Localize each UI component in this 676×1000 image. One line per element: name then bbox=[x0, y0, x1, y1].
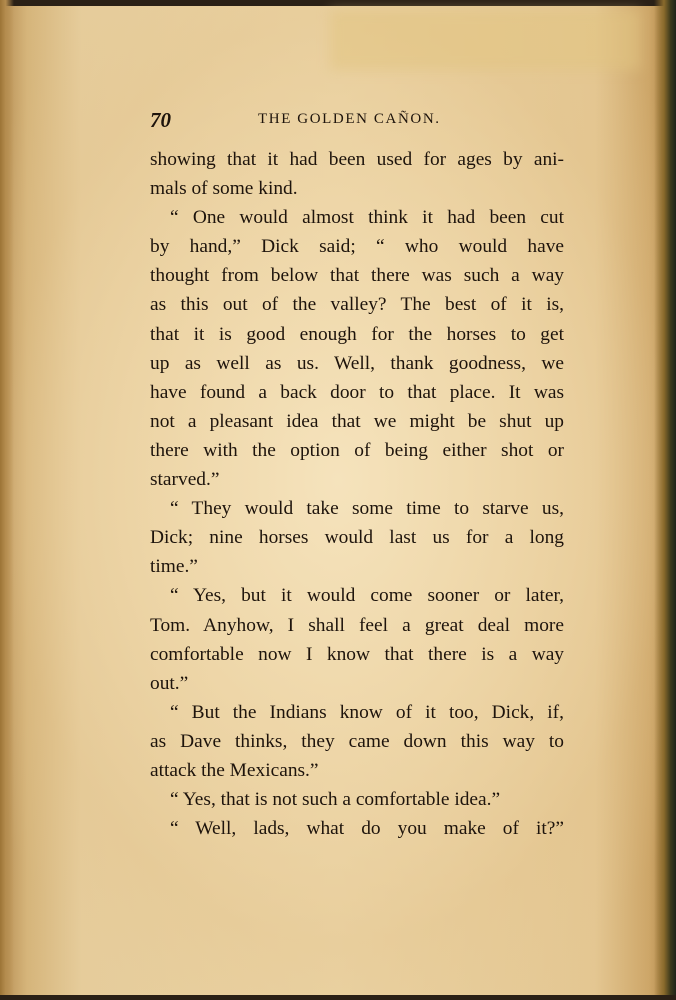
text-line: “ Yes, that is not such a comfortable idea.” bbox=[170, 789, 501, 811]
text-line: that it is good enough for the horses to get bbox=[150, 323, 564, 345]
text-line: as Dave thinks, they came down this way to bbox=[150, 730, 564, 752]
text-line: starved.” bbox=[150, 469, 220, 491]
book-title: THE GOLDEN CAÑON. bbox=[258, 111, 441, 127]
page-right-edge bbox=[654, 0, 676, 1000]
text-line: thought from below that there was such a way bbox=[150, 265, 564, 287]
page-left-edge bbox=[0, 0, 14, 1000]
text-line: attack the Mexicans.” bbox=[150, 759, 319, 781]
text-line: not a pleasant idea that we might be shut up bbox=[150, 410, 564, 432]
text-line: Tom. Anyhow, I shall feel a great deal more bbox=[150, 614, 564, 636]
text-line: there with the option of being either shot or bbox=[150, 439, 564, 461]
text-line: “ One would almost think it had been cut bbox=[170, 207, 564, 229]
text-line: showing that it had been used for ages by ani- bbox=[150, 149, 564, 170]
paper-stain bbox=[330, 10, 640, 70]
text-line: time.” bbox=[150, 556, 198, 578]
text-line: “ But the Indians know of it too, Dick, if, bbox=[170, 701, 564, 723]
text-line: comfortable now I know that there is a way bbox=[150, 643, 564, 665]
text-line: Dick; nine horses would last us for a long bbox=[150, 527, 564, 549]
page-bottom-edge bbox=[0, 995, 676, 1000]
body-text bbox=[150, 145, 564, 843]
text-line: up as well as us. Well, thank goodness, we bbox=[150, 352, 564, 374]
text-line: “ Well, lads, what do you make of it?” bbox=[170, 818, 564, 840]
text-line: by hand,” Dick said; “ who would have bbox=[150, 236, 564, 258]
text-line: mals of some kind. bbox=[150, 178, 298, 200]
text-line: as this out of the valley? The best of it is, bbox=[150, 294, 564, 316]
text-line: “ Yes, but it would come sooner or later, bbox=[170, 585, 564, 607]
page-number: 70 bbox=[150, 108, 171, 132]
text-line: “ They would take some time to starve us, bbox=[170, 498, 564, 520]
page-top-edge bbox=[0, 0, 676, 6]
running-head bbox=[150, 108, 565, 134]
text-line: out.” bbox=[150, 672, 189, 694]
text-line: have found a back door to that place. It was bbox=[150, 381, 564, 403]
